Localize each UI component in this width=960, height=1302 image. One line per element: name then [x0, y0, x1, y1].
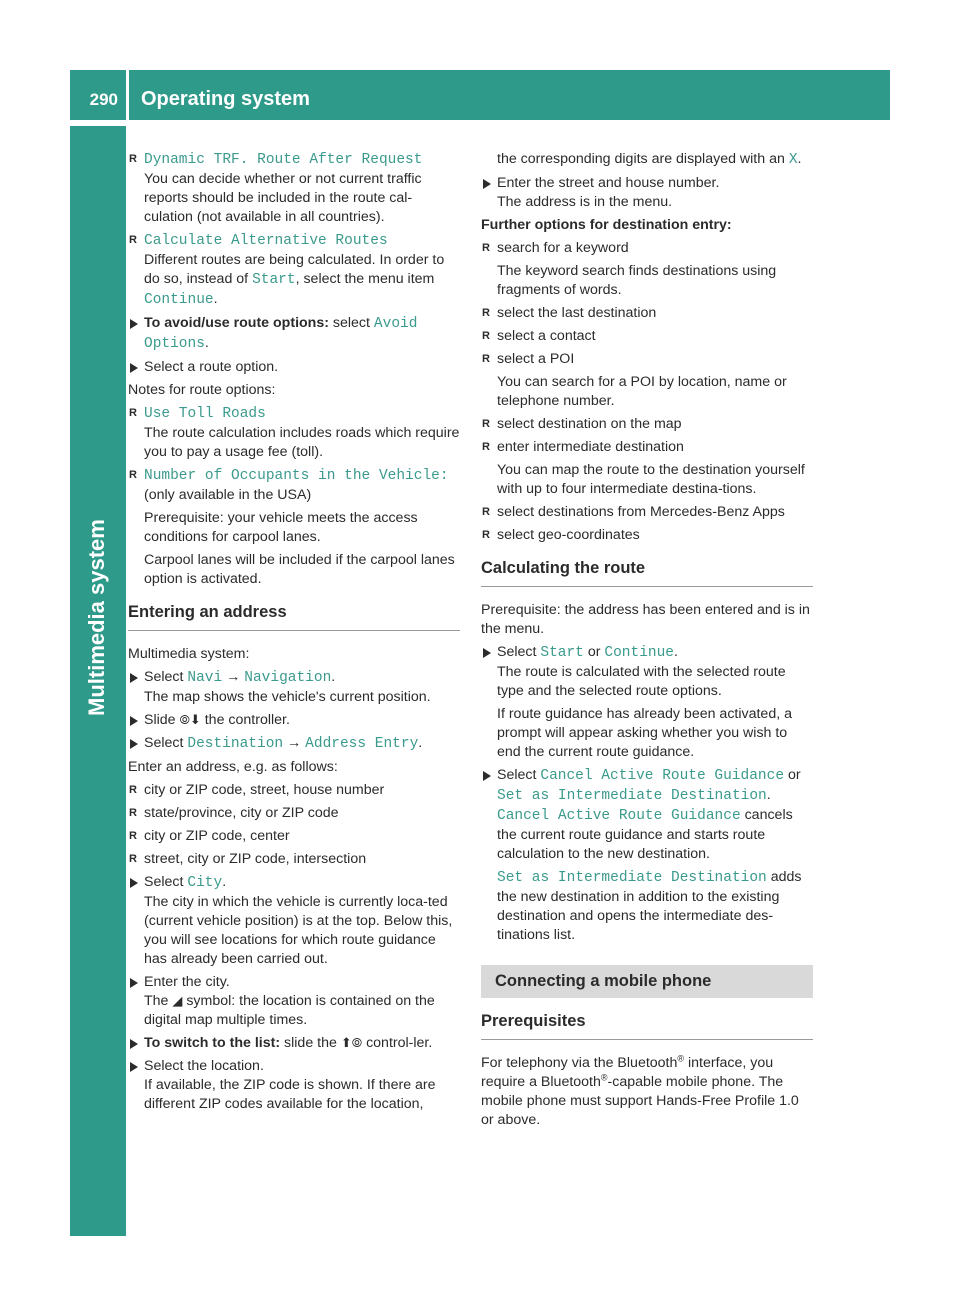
step: [128, 711, 460, 730]
menu-key: Set as Intermediate Destination: [497, 870, 767, 886]
step-text: Slide: [144, 712, 180, 728]
list-item: R select destination on the map: [481, 415, 813, 434]
item-text: select a POI: [497, 351, 575, 367]
header-bar: [129, 70, 890, 120]
arrow: →: [283, 735, 306, 751]
menu-key: Avoid Options: [144, 316, 418, 352]
step-desc: cancels the current route guidance and starts route calculation to the new destination.: [497, 807, 793, 862]
step: [128, 873, 460, 969]
list-item: [481, 438, 813, 499]
item-desc: You can search for a POI by location, name or telephone number.: [497, 374, 787, 409]
step-text: .: [674, 644, 678, 660]
list-item: [128, 231, 460, 310]
step-text: .: [331, 669, 336, 685]
list-item: [481, 239, 813, 300]
multiple-locations-icon: ◢: [172, 994, 183, 1009]
page-number: 290: [89, 90, 118, 109]
menu-key: Set as Intermediate Destination: [497, 788, 767, 804]
step-desc: The route is calculated with the selected route type and the selected route options.: [497, 664, 786, 699]
menu-key: Start: [252, 272, 296, 288]
step-label: To avoid/use route options:: [144, 315, 329, 331]
menu-key: Continue: [604, 645, 675, 661]
step-desc: .: [797, 151, 802, 167]
right-column: [481, 150, 813, 1134]
item-text: enter intermediate destination: [497, 439, 684, 455]
list-item: R select the last destination: [481, 304, 813, 323]
menu-key: X: [788, 152, 798, 168]
menu-key: Calculate Alternative Routes: [144, 233, 388, 249]
step-desc: If available, the ZIP code is shown. If there are different ZIP codes available for the location,: [144, 1077, 436, 1112]
step-desc: If route guidance has already been activated, a prompt will appear asking whether you wish to end the current route guidance.: [497, 706, 792, 760]
list-item: [481, 350, 813, 411]
step-text: or: [583, 644, 605, 660]
list-item: R select geo-coordinates: [481, 526, 813, 545]
menu-key: Continue: [144, 292, 214, 308]
step-desc: the corresponding digits are displayed with an: [497, 151, 789, 167]
step: [128, 668, 460, 707]
menu-key: Number of Occupants in the Vehicle:: [144, 468, 449, 484]
menu-key: Dynamic TRF. Route After Request: [144, 152, 423, 168]
paragraph-text: -capable mobile phone. The mobile phone must support Hands-Free Profile 1.0 or above.: [481, 1074, 799, 1128]
step-desc: adds the new destination in addition to the existing destination and opens the intermediate des-tinations list.: [497, 869, 802, 943]
menu-key: Cancel Active Route Guidance: [497, 808, 741, 824]
registered-mark: ®: [600, 1072, 608, 1083]
step-text: .: [766, 787, 771, 803]
step: [128, 1057, 460, 1114]
section-heading: Entering an address: [128, 603, 460, 631]
step-text: Select: [144, 735, 188, 751]
paragraph: [481, 1054, 813, 1130]
sidebar-tab: [70, 126, 126, 1236]
step: [128, 973, 460, 1030]
step-text: .: [222, 874, 227, 890]
item-desc: , select the menu item: [295, 271, 435, 287]
step-text: slide the: [280, 1035, 341, 1051]
list-item: R select a contact: [481, 327, 813, 346]
step-text: or: [784, 767, 801, 783]
section-bar: Connecting a mobile phone: [481, 965, 813, 998]
step-text: Select: [497, 767, 541, 783]
menu-key: Navigation: [244, 670, 332, 686]
item-desc: Prerequisite: your vehicle meets the access conditions for carpool lanes.: [144, 510, 418, 545]
step: [481, 643, 813, 762]
sidebar-label: Multimedia system: [84, 519, 109, 716]
list-item: [128, 466, 460, 589]
step: [128, 734, 460, 754]
continuation: [481, 150, 813, 170]
list-item: R city or ZIP code, center: [128, 827, 460, 846]
step-label: To switch to the list:: [144, 1035, 281, 1051]
menu-key: Use Toll Roads: [144, 406, 266, 422]
step: [481, 174, 813, 212]
step: [128, 1034, 460, 1053]
list-item: R city or ZIP code, street, house number: [128, 781, 460, 800]
item-desc: .: [213, 291, 218, 307]
step-text: Enter the city.: [144, 974, 230, 990]
controller-slide-down-icon: ⦾⬇: [179, 713, 201, 728]
page-title: Operating system: [141, 88, 310, 110]
paragraph: Enter an address, e.g. as follows:: [128, 759, 338, 775]
step-desc: The: [144, 993, 173, 1009]
step-desc: The address is in the menu.: [497, 194, 673, 210]
list-item: R state/province, city or ZIP code: [128, 804, 460, 823]
section-heading: Calculating the route: [481, 559, 813, 587]
item-text: search for a keyword: [497, 240, 629, 256]
arrow: →: [222, 669, 245, 685]
step-text: select: [328, 315, 374, 331]
list-item: R select destinations from Mercedes-Benz Apps: [481, 503, 813, 522]
page-number-box: [70, 70, 126, 120]
paragraph-text: For telephony via the Bluetooth: [481, 1055, 678, 1071]
item-desc: Carpool lanes will be included if the carpool lanes option is activated.: [144, 552, 455, 587]
step: Select a route option.: [128, 358, 460, 377]
step-text: Select the location.: [144, 1058, 264, 1074]
menu-key: Start: [540, 645, 584, 661]
item-note: (only available in the USA): [144, 487, 312, 503]
section-heading: Prerequisites: [481, 1012, 813, 1040]
item-desc: The keyword search finds destinations using fragments of words.: [497, 263, 777, 298]
item-desc: The route calculation includes roads which require you to pay a usage fee (toll).: [144, 425, 460, 460]
list-item: R street, city or ZIP code, intersection: [128, 850, 460, 869]
item-desc: You can map the route to the destination yourself with up to four intermediate destina-tions.: [497, 462, 805, 497]
left-column: [128, 150, 460, 1118]
subheading: Further options for destination entry:: [481, 217, 732, 233]
menu-key: Address Entry: [305, 736, 419, 752]
item-desc: Different routes are being calculated. In order to do so, instead of: [144, 252, 445, 287]
step: [481, 766, 813, 945]
controller-slide-up-icon: ⬆⦾: [340, 1036, 363, 1051]
step-desc: The city in which the vehicle is currently loca-ted (current vehicle position) is at the top. Below this, you will see locations for which route guidance has already been carried out.: [144, 894, 453, 967]
step-text: Enter the street and house number.: [497, 175, 720, 191]
step: [128, 314, 460, 354]
step-desc: The map shows the vehicle's current position.: [144, 689, 431, 705]
step-desc: symbol: the location is contained on the digital map multiple times.: [144, 993, 435, 1028]
step-text: .: [418, 735, 423, 751]
menu-key: Destination: [187, 736, 284, 752]
step-text: Select: [497, 644, 541, 660]
menu-key: Cancel Active Route Guidance: [540, 768, 785, 784]
paragraph: Prerequisite: the address has been entered and is in the menu.: [481, 602, 810, 637]
list-item: [128, 404, 460, 462]
step-desc: [497, 868, 813, 945]
list-item: [128, 150, 460, 227]
step-text: Select: [144, 669, 188, 685]
step-text: control-ler.: [362, 1035, 433, 1051]
paragraph: Multimedia system:: [128, 646, 250, 662]
notes-label: Notes for route options:: [128, 382, 276, 398]
step-text: the controller.: [200, 712, 290, 728]
step-text: Select: [144, 874, 188, 890]
menu-key: City: [187, 875, 223, 891]
registered-mark: ®: [677, 1053, 685, 1064]
paragraph-text: interface, you require a Bluetooth: [481, 1055, 774, 1090]
menu-key: Navi: [187, 670, 223, 686]
item-desc: You can decide whether or not current traffic reports should be included in the route cal-culation (not available in all countries).: [144, 171, 422, 225]
step-text: .: [204, 335, 209, 351]
